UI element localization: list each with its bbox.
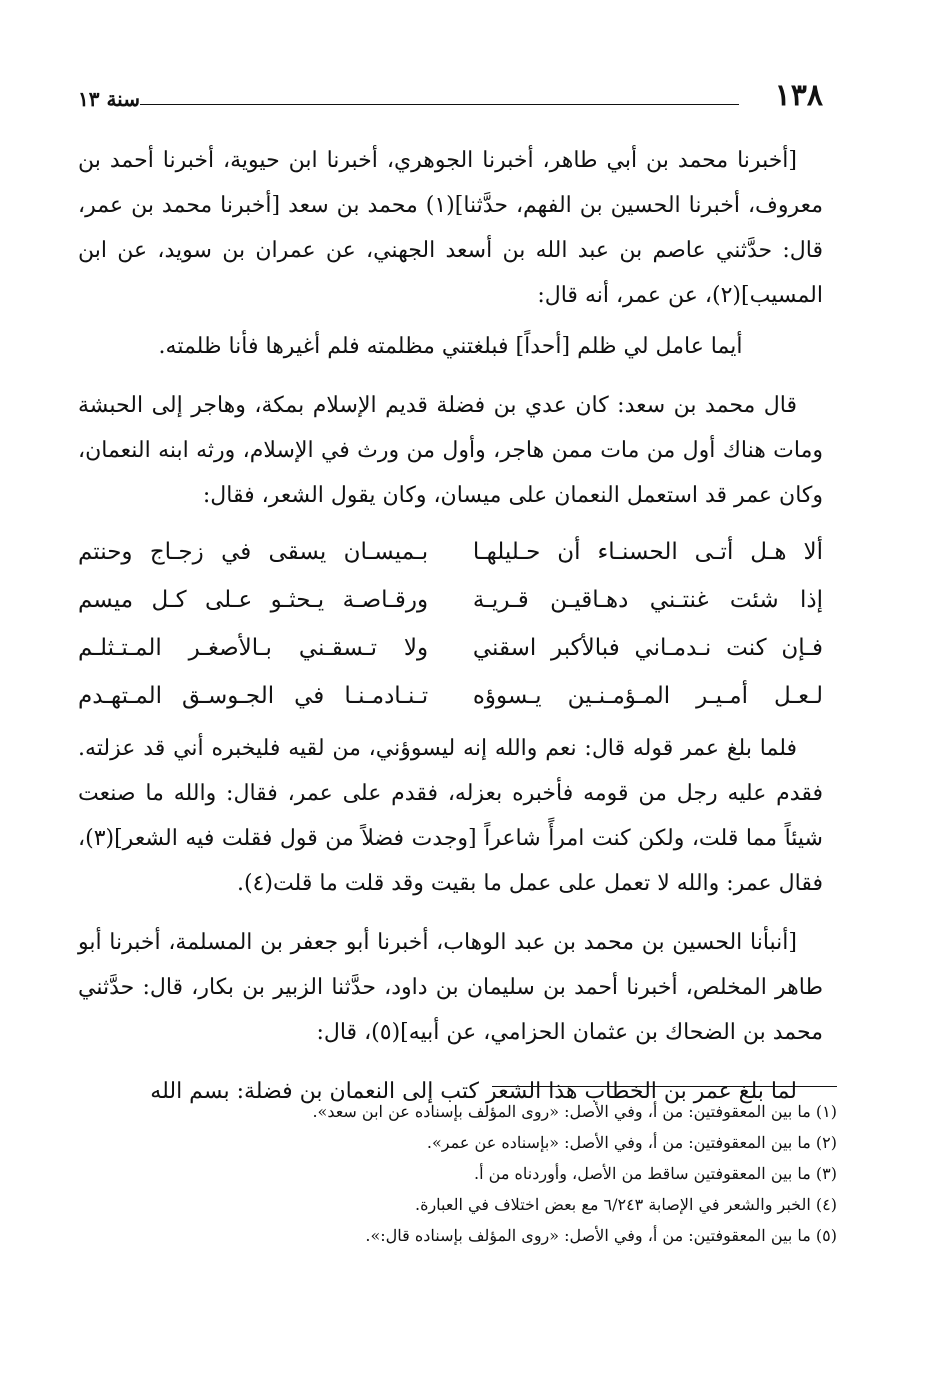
poem-hemistich-second: ورقـاصـة يـحثـو عـلى كـل ميسم: [78, 587, 429, 613]
paragraph-letter-start: لما بلغ عمر بن الخطاب هذا الشعر كتب إلى النعمان بن فضلة: بسم الله: [150, 1079, 797, 1104]
footnote-4: (٤) الخبر والشعر في الإصابة ٦/٢٤٣ مع بعض اختلاف في العبارة.: [414, 1195, 837, 1214]
poem-hemistich-first: فـإن كنت نـدمـاني فبالأكبر اسقني: [472, 635, 823, 661]
poem: [78, 528, 823, 720]
paragraph-quote-umar: أيما عامل لي ظلم [أحداً] فبلغتني مظلمته فلم أغيرها فأنا ظلمته.: [158, 334, 743, 359]
poem-verse: [78, 576, 823, 624]
paragraph-isnad-2: [أنبأنا الحسين بن محمد بن عبد الوهاب، أخبرنا أبو جعفر بن المسلمة، أخبرنا أبو طاهر المخلص، أخبرنا أحمد بن سليمان بن داود، حدَّثنا الزبير بن بكار، قال: حدَّثني محمد بن الضحاك بن عثمان الحزامي، عن أبيه](٥)، قال:: [78, 930, 823, 1045]
paragraph-isnad-1: [أخبرنا محمد بن أبي طاهر، أخبرنا الجوهري، أخبرنا ابن حيوية، أخبرنا أحمد بن معروف، أخبرنا الحسين بن الفهم، حدَّثنا](١) محمد بن سعد [أخبرنا محمد بن عمر، قال: حدَّثني عاصم بن عبد الله بن أسعد الجهني، عن عمران بن سويد، عن ابن المسيب](٢)، عن عمر، أنه قال:: [78, 148, 824, 308]
poem-hemistich-first: لـعـل أمـيـر المـؤمـنـين يـسوؤه: [472, 683, 823, 709]
page-number: ١٣٨: [774, 78, 823, 113]
running-head-year: سنة ١٣: [78, 87, 140, 111]
poem-hemistich-second: بـميسـان يسقى في زجـاج وحنتم: [78, 539, 429, 565]
footnote-5: (٥) ما بين المعقوفتين: من أ، وفي الأصل: «روى المؤلف بإسناده قال:».: [365, 1226, 837, 1245]
poem-hemistich-second: تـنـادمـنـا في الجـوسـق المـتهـدم: [78, 683, 429, 709]
footnote-rule: [492, 1086, 837, 1087]
paragraph-umar-response: فلما بلغ عمر قوله قال: نعم والله إنه ليسوؤني، من لقيه فليخبره أني قد عزلته. فقدم عليه رجل من قومه فأخبره بعزله، فقدم على عمر، فقال: والله ما صنعت شيئاً مما قلت، ولكن كنت امرأً شاعراً [وجدت فضلاً من قول فقلت فيه الشعر](٣)، فقال عمر: والله لا تعمل على عمل ما بقيت وقد قلت ما قلت(٤).: [78, 736, 823, 896]
page-header: [78, 78, 823, 118]
footnote-1: (١) ما بين المعقوفتين: من أ، وفي الأصل: «روى المؤلف بإسناده عن ابن سعد».: [312, 1102, 837, 1121]
paragraph-adi-bin-fadla: قال محمد بن سعد: كان عدي بن فضلة قديم الإسلام بمكة، وهاجر إلى الحبشة ومات هناك أول من مات ممن هاجر، وأول من ورث في الإسلام، ورثه ابنه النعمان، وكان عمر قد استعمل النعمان على ميسان، وكان يقول الشعر، فقال:: [78, 393, 823, 508]
poem-hemistich-first: ألا هـل أتـى الحسنـاء أن حـليلهـا: [472, 539, 823, 565]
poem-verse: [78, 624, 823, 672]
poem-hemistich-first: إذا شئت غنتـني دهـاقيـن قـريـة: [472, 587, 823, 613]
footnotes: [120, 1096, 837, 1251]
main-text: [78, 138, 823, 1114]
footnote-3: (٣) ما بين المعقوفتين ساقط من الأصل، وأوردناه من أ.: [474, 1164, 837, 1183]
header-rule: [140, 104, 739, 105]
poem-verse: [78, 528, 823, 576]
footnote-2: (٢) ما بين المعقوفتين: من أ، وفي الأصل: «بإسناده عن عمر».: [426, 1133, 837, 1152]
poem-hemistich-second: ولا تـسقـني بـالأصغـر المـتـثلـم: [78, 635, 429, 661]
poem-verse: [78, 672, 823, 720]
